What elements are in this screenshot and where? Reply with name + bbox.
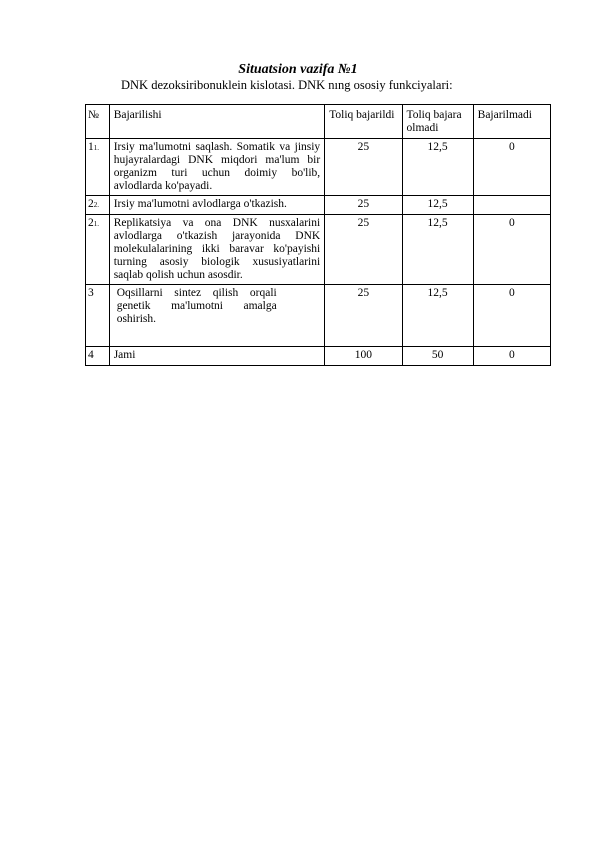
table-header-row [86, 105, 551, 139]
row-none: 0 [473, 215, 550, 285]
row-none [473, 196, 550, 215]
header-full: Toliq bajarildi [325, 105, 402, 139]
row-partial: 12,5 [402, 285, 473, 347]
row-number: 3 [86, 285, 110, 347]
row-full: 25 [325, 285, 402, 347]
header-number: № [86, 105, 110, 139]
table-row [86, 285, 551, 347]
row-none: 0 [473, 347, 550, 366]
row-number: 21. [86, 215, 110, 285]
row-number: 11. [86, 139, 110, 196]
evaluation-table [85, 104, 551, 366]
table-row [86, 347, 551, 366]
row-number: 4 [86, 347, 110, 366]
row-task: Irsiy ma'lumotni avlodlarga o'tkazish. [109, 196, 324, 215]
table-row [86, 139, 551, 196]
row-full: 25 [325, 196, 402, 215]
row-number: 22. [86, 196, 110, 215]
row-task: Irsiy ma'lumotni saqlash. Somatik va jinsiy hujayralardagi DNK miqdori ma'lum bir organizm turi uchun doimiy bo'lib, avlodlarda ko'payadi. [109, 139, 324, 196]
row-task: Jami [109, 347, 324, 366]
header-partial: Toliq bajara olmadi [402, 105, 473, 139]
header-task: Bajarilishi [109, 105, 324, 139]
header-none: Bajarilmadi [473, 105, 550, 139]
row-none: 0 [473, 285, 550, 347]
row-partial: 12,5 [402, 215, 473, 285]
row-partial: 50 [402, 347, 473, 366]
row-full: 100 [325, 347, 402, 366]
row-full: 25 [325, 139, 402, 196]
row-partial: 12,5 [402, 139, 473, 196]
row-task: Replikatsiya va ona DNK nusxalarini avlodlarga o'tkazish jarayonida DNK molekulalarining ikki baravar ko'payishi turning asosiy biologik xususiyatlarini saqlab qolish uchun asosdir. [109, 215, 324, 285]
document-title: Situatsion vazifa №1 [238, 62, 358, 77]
row-task: Oqsillarni sintez qilish orqali genetik ma'lumotni amalga oshirish. [109, 285, 324, 347]
row-full: 25 [325, 215, 402, 285]
row-none: 0 [473, 139, 550, 196]
table-row [86, 215, 551, 285]
table-row [86, 196, 551, 215]
row-partial: 12,5 [402, 196, 473, 215]
document-subtitle: DNK dezoksiribonuklein kislotasi. DNK nıng ososiy funkciyalari: [121, 78, 453, 92]
